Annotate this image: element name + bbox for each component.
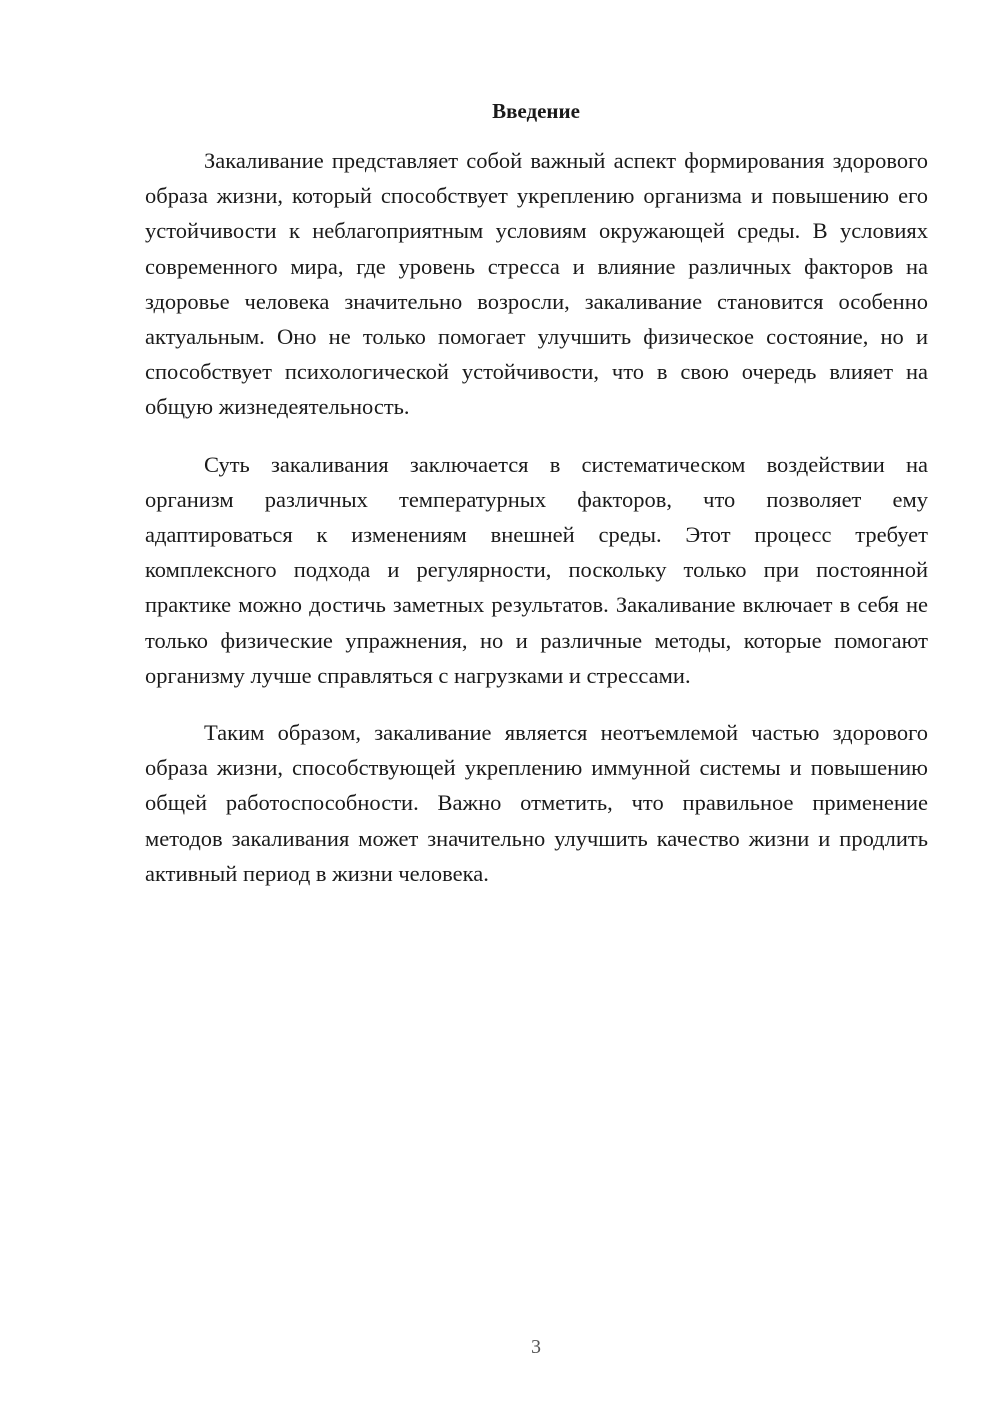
page-number: 3 bbox=[531, 1336, 541, 1358]
body-text bbox=[145, 143, 928, 913]
paragraph-1: Закаливание представляет собой важный аспект формирования здорового образа жизни, который способствует укреплению организма и повышению его устойчивости к неблагоприятным условиям окружающей среды. В условиях современного мира, где уровень стресса и влияние различных факторов на здоровье человека значительно возросли, закаливание становится особенно актуальным. Оно не только помогает улучшить физическое состояние, но и способствует психологической устойчивости, что в свою очередь влияет на общую жизнедеятельность. bbox=[145, 148, 928, 420]
section-heading: Введение bbox=[492, 99, 580, 123]
paragraph-2: Суть закаливания заключается в систематическом воздействии на организм различных температурных факторов, что позволяет ему адаптироваться к изменениям внешней среды. Этот процесс требует комплексного подхода и регулярности, поскольку только при постоянной практике можно достичь заметных результатов. Закаливание включает в себя не только физические упражнения, но и различные методы, которые помогают организму лучше справляться с нагрузками и стрессами. bbox=[145, 451, 928, 688]
paragraph-3: Таким образом, закаливание является неотъемлемой частью здорового образа жизни, способствующей укреплению иммунной системы и повышению общей работоспособности. Важно отметить, что правильное применение методов закаливания может значительно улучшить качество жизни и продлить активный период в жизни человека. bbox=[145, 720, 928, 886]
